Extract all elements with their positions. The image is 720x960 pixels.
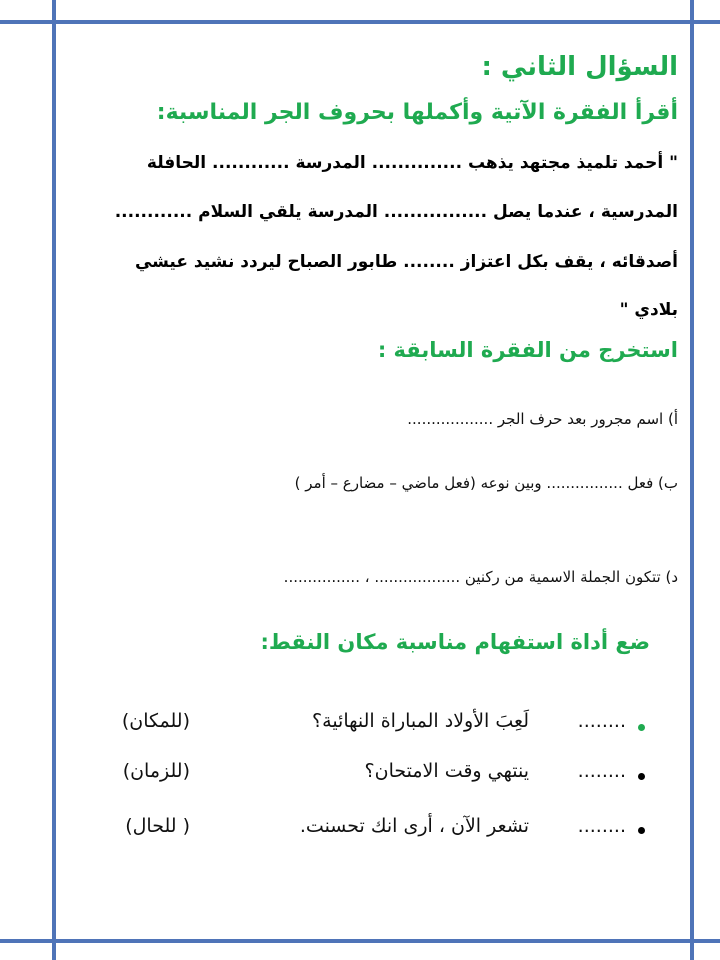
extract-item-b: ب) فعل ................ وبين نوعه (فعل ماضي – مضارع – أمر ) bbox=[294, 474, 678, 492]
paragraph-line: المدرسية ، عندما يصل ................ المدرسة يلقي السلام ............ bbox=[114, 202, 678, 222]
right-border-line bbox=[690, 0, 694, 960]
question-2-instruction: أقرأ الفقرة الآتية وأكملها بحروف الجر المناسبة: bbox=[156, 100, 678, 125]
bullet-icon bbox=[638, 724, 645, 731]
question-3-heading: ضع أداة استفهام مناسبة مكان النقط: bbox=[260, 630, 650, 654]
question-sentence: لَعِبَ الأولاد المباراة النهائية؟ bbox=[312, 710, 529, 732]
extract-item-a: أ) اسم مجرور بعد حرف الجر .................. bbox=[407, 410, 678, 428]
hint-label: (للزمان) bbox=[122, 760, 190, 782]
question-2-title: السؤال الثاني : bbox=[481, 52, 678, 82]
blank-dots: ........ bbox=[577, 760, 626, 782]
paragraph-line: " أحمد تلميذ مجتهد يذهب .............. المدرسة ............ الحافلة bbox=[146, 153, 678, 173]
left-border-line bbox=[52, 0, 56, 960]
question-sentence: تشعر الآن ، أرى انك تحسنت. bbox=[299, 815, 529, 837]
blank-dots: ........ bbox=[577, 710, 626, 732]
top-border-line bbox=[0, 20, 720, 24]
blank-dots: ........ bbox=[577, 815, 626, 837]
hint-label: ( للحال) bbox=[125, 815, 190, 837]
extract-item-d: د) تتكون الجملة الاسمية من ركنين .................. ، ................ bbox=[283, 568, 678, 586]
bullet-icon bbox=[638, 827, 645, 834]
extract-heading: استخرج من الفقرة السابقة : bbox=[377, 338, 678, 362]
bottom-border-line bbox=[0, 939, 720, 943]
paragraph-line: أصدقائه ، يقف بكل اعتزاز ........ طابور الصباح ليردد نشيد عيشي bbox=[134, 252, 678, 272]
bullet-icon bbox=[638, 773, 645, 780]
paragraph-line: بلادي " bbox=[619, 300, 678, 320]
question-sentence: ينتهي وقت الامتحان؟ bbox=[364, 760, 529, 782]
hint-label: (للمكان) bbox=[121, 710, 190, 732]
